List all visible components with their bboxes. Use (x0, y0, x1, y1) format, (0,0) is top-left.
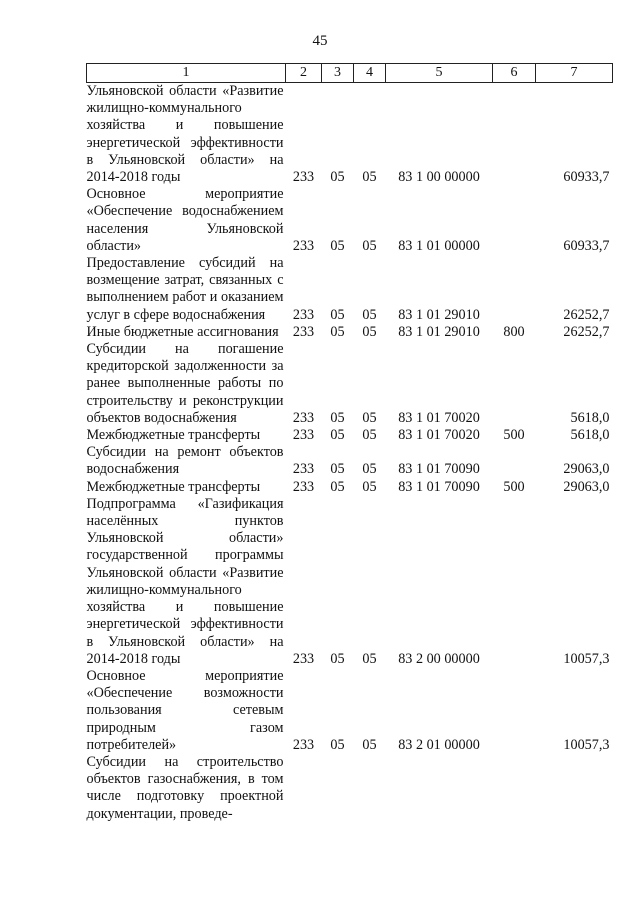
row-target-article: 83 2 00 00000 (398, 650, 480, 667)
row-section: 05 (330, 237, 345, 254)
row-subsection: 05 (362, 478, 377, 495)
row-amount: 5618,0 (570, 409, 610, 426)
row-description: Иные бюджетные ассигнования (86, 323, 279, 340)
header-col-1: 1 (87, 64, 286, 83)
row-target-article: 83 2 01 00000 (398, 736, 480, 753)
table-row (87, 444, 613, 478)
row-description: Межбюджетные трансферты (86, 427, 261, 444)
row-target-article: 83 1 01 29010 (398, 306, 480, 323)
table-row (87, 496, 613, 668)
row-expense-type (493, 496, 536, 668)
table-row (87, 186, 613, 255)
row-amount: 60933,7 (563, 169, 610, 186)
row-section: 05 (330, 306, 345, 323)
row-description: Ульяновской области «Развитие жилищно-коммунального хозяйства и повышение энергетической эффективности в Ульяновской области» на 2014-2018 годы (86, 83, 284, 186)
row-admin-code: 233 (292, 427, 315, 444)
header-col-3: 3 (322, 64, 354, 83)
row-subsection: 05 (362, 169, 377, 186)
header-row (87, 64, 613, 83)
row-section (322, 754, 354, 823)
row-target-article: 83 1 01 70020 (398, 409, 480, 426)
table-row (87, 324, 613, 341)
row-description: Подпрограмма «Газификация населённых пунктов Ульяновской области» государственной программы Ульяновской области «Развитие жилищно-коммунального хозяйства и повышение энергетической эффективности в Ульяновской области» на 2014-2018 годы (86, 495, 284, 667)
row-expense-type (493, 83, 536, 187)
row-description: Основное мероприятие «Обеспечение возможности пользования сетевым природным газом потребителей» (86, 667, 284, 753)
row-admin-code: 233 (292, 237, 315, 254)
row-subsection: 05 (362, 650, 377, 667)
row-expense-type (493, 754, 536, 823)
row-subsection: 05 (362, 736, 377, 753)
row-admin-code: 233 (292, 169, 315, 186)
row-section: 05 (330, 323, 345, 340)
row-expense-type: 500 (503, 427, 525, 444)
row-description: Субсидии на погашение кредиторской задолженности за ранее выполненные работы по строительству и реконструкции объектов водоснабжения (86, 341, 284, 426)
row-admin-code: 233 (292, 409, 315, 426)
row-amount: 29063,0 (563, 478, 610, 495)
row-amount (536, 754, 613, 823)
row-amount: 29063,0 (563, 461, 610, 478)
row-section: 05 (330, 478, 345, 495)
page-number: 45 (312, 33, 328, 49)
table-row (87, 83, 613, 187)
row-subsection: 05 (362, 427, 377, 444)
row-section: 05 (330, 736, 345, 753)
row-section: 05 (330, 169, 345, 186)
table-row (87, 754, 613, 823)
header-col-2: 2 (286, 64, 322, 83)
row-expense-type (493, 668, 536, 754)
row-expense-type (493, 444, 536, 478)
header-col-4: 4 (354, 64, 386, 83)
table-row (87, 479, 613, 496)
row-target-article: 83 1 01 00000 (398, 237, 480, 254)
table-row (87, 427, 613, 444)
row-description: Межбюджетные трансферты (86, 478, 261, 495)
row-amount: 10057,3 (563, 650, 610, 667)
row-admin-code: 233 (292, 478, 315, 495)
row-description: Субсидии на строительство объектов газоснабжения, в том числе подготовку проектной документации, проведе- (86, 753, 284, 822)
row-expense-type (493, 341, 536, 427)
row-amount: 26252,7 (563, 323, 610, 340)
row-amount: 5618,0 (570, 427, 610, 444)
row-expense-type (493, 255, 536, 324)
row-target-article: 83 1 00 00000 (398, 169, 480, 186)
row-description: Предоставление субсидий на возмещение затрат, связанных с выполнением работ и оказанием услуг в сфере водоснабжения (86, 255, 284, 323)
row-target-article (386, 754, 493, 823)
row-admin-code: 233 (292, 306, 315, 323)
row-section: 05 (330, 461, 345, 478)
row-description: Основное мероприятие «Обеспечение водоснабжением населения Ульяновской области» (86, 186, 284, 254)
budget-table (86, 63, 613, 823)
row-target-article: 83 1 01 29010 (398, 323, 480, 340)
row-subsection (354, 754, 386, 823)
row-section: 05 (330, 650, 345, 667)
row-subsection: 05 (362, 237, 377, 254)
row-expense-type: 800 (503, 323, 525, 340)
row-amount: 26252,7 (563, 306, 610, 323)
row-admin-code: 233 (292, 650, 315, 667)
header-col-7: 7 (536, 64, 613, 83)
row-description: Субсидии на ремонт объектов водоснабжения (86, 444, 284, 478)
row-amount: 60933,7 (563, 237, 610, 254)
row-subsection: 05 (362, 409, 377, 426)
row-admin-code: 233 (292, 461, 315, 478)
row-section: 05 (330, 409, 345, 426)
row-section: 05 (330, 427, 345, 444)
row-expense-type: 500 (503, 478, 525, 495)
table-row (87, 668, 613, 754)
row-target-article: 83 1 01 70020 (398, 427, 480, 444)
row-expense-type (493, 186, 536, 255)
row-subsection: 05 (362, 323, 377, 340)
table-row (87, 255, 613, 324)
table-row (87, 341, 613, 427)
row-amount: 10057,3 (563, 736, 610, 753)
row-admin-code (286, 754, 322, 823)
row-target-article: 83 1 01 70090 (398, 461, 480, 478)
row-target-article: 83 1 01 70090 (398, 478, 480, 495)
header-col-5: 5 (386, 64, 493, 83)
row-subsection: 05 (362, 306, 377, 323)
header-col-6: 6 (493, 64, 536, 83)
row-subsection: 05 (362, 461, 377, 478)
row-admin-code: 233 (292, 736, 315, 753)
row-admin-code: 233 (292, 323, 315, 340)
